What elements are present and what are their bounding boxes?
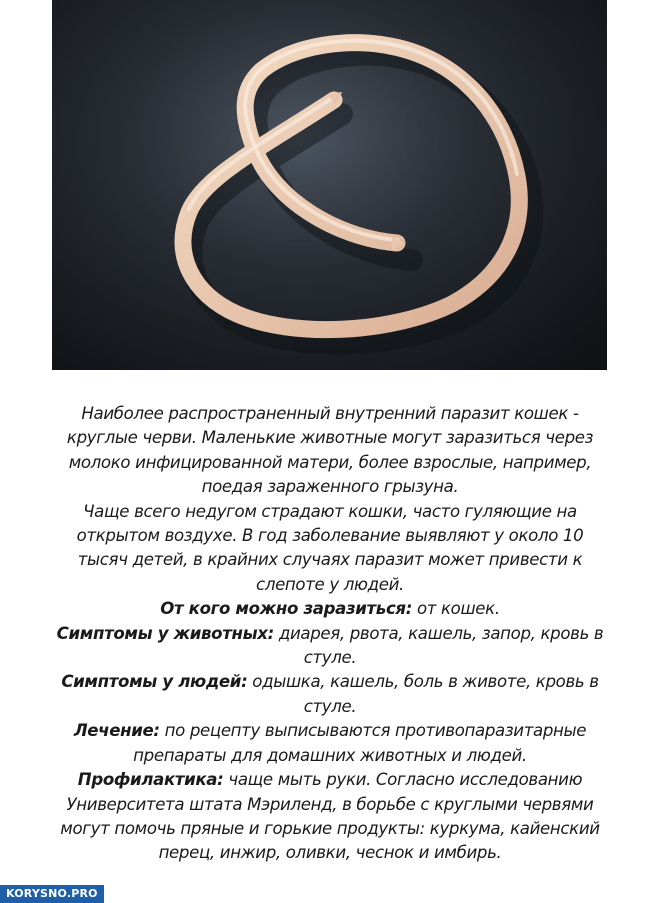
treatment-label: Лечение: [73,721,160,741]
intro-line: круглые черви. Маленькие животные могут заразиться через [66,428,594,448]
intro-line: Чаще всего недугом страдают кошки, часто гуляющие на [83,501,577,521]
animal-symptoms-value: диарея, рвота, кашель, запор, кровь в [273,623,604,643]
prevention-continued: Университета штата Мэриленд, в борьбе с круглыми червями [66,794,594,814]
prevention-continued: могут помочь пряные и горькие продукты: куркума, кайенский [60,818,600,838]
treatment [30,719,630,743]
intro-line: тысяч детей, в крайних случаях паразит может привести к [77,550,583,570]
intro-line: молоко инфицированной матери, более взрослые, например, [68,452,592,472]
prevention-continued: перец, инжир, оливки, чеснок и имбирь. [158,843,502,863]
infection-source-value: от кошек. [412,599,500,619]
treatment-continued: препараты для домашних животных и людей. [133,745,527,765]
article-text [30,402,630,866]
watermark-badge: KORYSNO.PRO [0,885,104,903]
animal-symptoms [30,622,630,646]
human-symptoms-label: Симптомы у людей: [61,672,248,692]
prevention-value: чаще мыть руки. Согласно исследованию [223,770,583,790]
human-symptoms-continued: стуле. [303,696,357,716]
intro-line: поедая зараженного грызуна. [201,477,459,497]
treatment-value: по рецепту выписываются противопаразитарные [159,721,587,741]
human-symptoms [30,670,630,694]
intro-line: Наиболее распространенный внутренний паразит кошек - [81,404,579,423]
roundworm-illustration [52,0,607,370]
prevention [30,768,630,792]
animal-symptoms-continued: стуле. [303,648,357,668]
prevention-label: Профилактика: [77,770,224,790]
infection-source-label: От кого можно заразиться: [160,599,413,619]
infection-source [30,597,630,621]
roundworm-photo [52,0,607,370]
animal-symptoms-label: Симптомы у животных: [56,623,274,643]
intro-line: слепоте у людей. [256,574,404,594]
human-symptoms-value: одышка, кашель, боль в животе, кровь в [247,672,599,692]
intro-line: открытом воздухе. В год заболевание выявляют у около 10 [76,526,584,546]
